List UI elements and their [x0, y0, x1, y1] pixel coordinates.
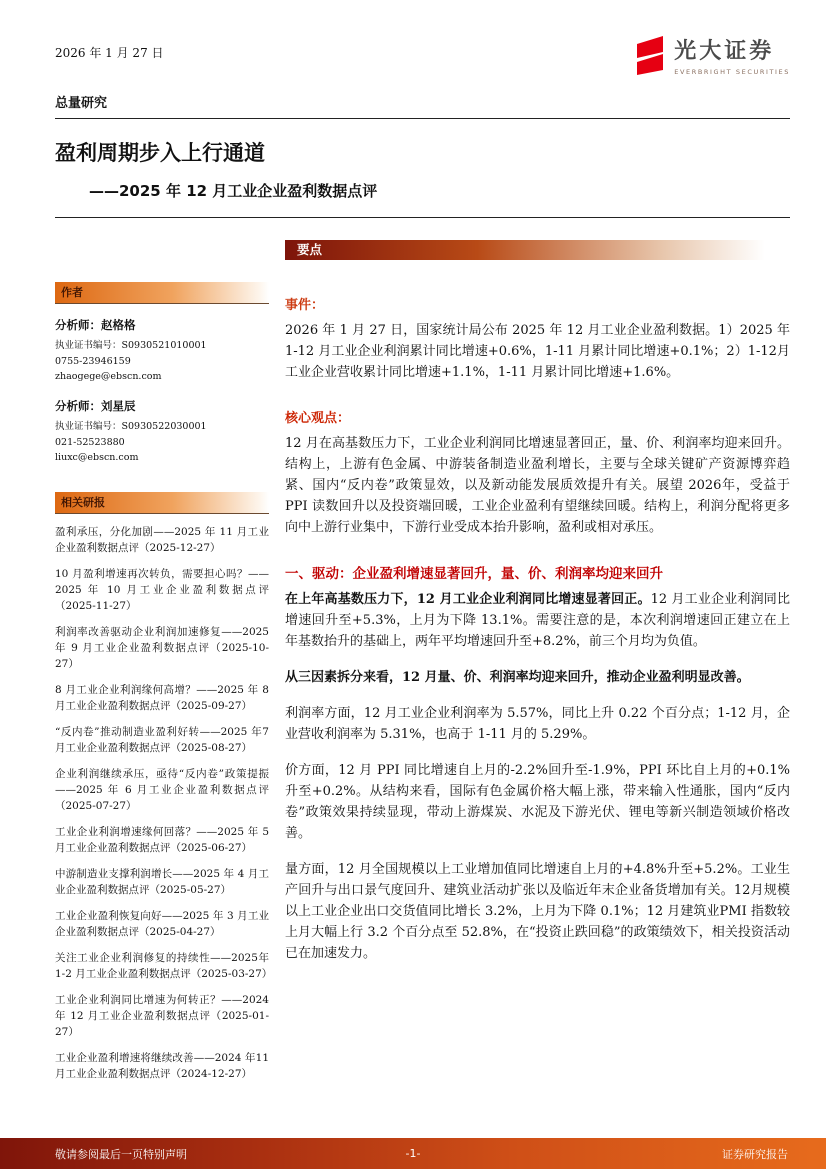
- related-report-item: 盈利承压，分化加剧——2025 年 11 月工业企业盈利数据点评（2025-12-27）: [55, 526, 269, 555]
- title-divider: [55, 217, 790, 218]
- analyst-email: liuxc@ebscn.com: [55, 452, 139, 464]
- related-reports-label: 相关研报: [55, 492, 269, 514]
- footer-report-type: 证券研究报告: [722, 1147, 788, 1161]
- related-report-item: 关注工业企业利润修复的持续性——2025年 1-2 月工业企业盈利数据点评（2025-03-27）: [55, 952, 273, 981]
- report-date: 2026 年 1 月 27 日: [55, 46, 164, 60]
- page-number: -1-: [405, 1147, 421, 1160]
- section-1-title: 一、驱动：企业盈利增速显著回升，量、价、利润率均迎来回升: [285, 566, 663, 582]
- analyst-name: 赵格格: [101, 318, 136, 332]
- report-title: 盈利周期步入上行通道: [55, 141, 265, 165]
- related-report-item: “反内卷”推动制造业盈利好转——2025 年7 月工业企业盈利数据点评（2025-08-27）: [55, 726, 269, 755]
- analyst-block: [55, 317, 269, 385]
- core-view-text: 12 月在高基数压力下，工业企业利润同比增速显著回正，量、价、利润率均迎来回升。结构上，上游有色金属、中游装备制造业盈利增长，主要与全球关键矿产资源博弈趋紧、国内“反内卷”政策显效，以及新动能发展质效提升有关。展望 2026年，受益于 PPI 读数回升以及投资端回暖，工业企业盈利有望继续回暖。结构上，利润分配将更多向中上游行业集中，下游行业受成本抬升影响，盈利或相对承压。: [285, 436, 790, 535]
- report-category: 总量研究: [55, 92, 790, 119]
- brand-name-en: EVERBRIGHT SECURITIES: [674, 68, 790, 76]
- analyst-cert: 执业证书编号：S0930521010001: [55, 340, 207, 351]
- paragraph-3: 利润率方面，12 月工业企业利润率为 5.57%，同比上升 0.22 个百分点；1-12 月，企业营收利润率为 5.31%，也高于 1-11 月的 5.29%。: [285, 706, 790, 742]
- related-report-item: 10 月盈利增速再次转负，需要担心吗？——2025 年 10 月工业企业盈利数据点评（2025-11-27）: [55, 568, 269, 613]
- main-content: [285, 240, 790, 1082]
- event-label: 事件：: [285, 298, 325, 313]
- paragraph-5: 量方面，12 月全国规模以上工业增加值同比增速自上月的+4.8%升至+5.2%。工业生产回升与出口景气度回升、建筑业活动扩张以及临近年末企业备货增加有关。12月规模以上工业企业出口交货值同比增长 3.2%，上月为下降 0.1%；12 月建筑业PMI 指数较上月大幅上行 3.2 个百分点至 52.8%，在“投资止跌回稳”的政策绩效下，相关投资活动已在加速发力。: [285, 862, 790, 961]
- page-footer: [0, 1138, 826, 1169]
- analyst-details: [55, 338, 269, 385]
- everbright-logo-icon: [635, 35, 665, 75]
- analyst-role: 分析师：: [55, 318, 101, 332]
- analyst-name: 刘星辰: [101, 399, 136, 414]
- related-report-item: 中游制造业支撑利润增长——2025 年 4 月工业企业盈利数据点评（2025-05-27）: [55, 868, 269, 897]
- related-report-item: 工业企业利润增速缘何回落？——2025 年 5月工业企业盈利数据点评（2025-06-27）: [55, 826, 269, 855]
- related-report-item: 工业企业盈利恢复向好——2025 年 3 月工业企业盈利数据点评（2025-04-27）: [55, 910, 269, 939]
- authors-label: 作者: [55, 282, 269, 304]
- related-report-item: 工业企业盈利增速将继续改善——2024 年11 月工业企业盈利数据点评（2024-12-27）: [55, 1052, 269, 1081]
- analyst-role: 分析师：: [55, 399, 101, 414]
- authors-section: [55, 282, 269, 466]
- analyst-details: [55, 419, 269, 466]
- report-subtitle: ——2025 年 12 月工业企业盈利数据点评: [89, 182, 378, 200]
- paragraph-1-lead: 在上年高基数压力下，12 月工业企业利润同比增速显著回正。: [285, 592, 651, 607]
- brand-name: 光大证券: [674, 39, 775, 64]
- core-view-label: 核心观点：: [285, 411, 351, 426]
- analyst-name-row: [55, 317, 269, 333]
- related-report-item: 企业利润继续承压，亟待“反内卷”政策提振——2025 年 6 月工业企业盈利数据点评（2025-07-27）: [55, 768, 269, 813]
- analyst-cert: 执业证书编号：S0930522030001: [55, 421, 207, 433]
- paragraph-1-rest: 12 月工业企业利润同比增速回升至+5.3%，上月为下降 13.1%。需要注意的是，本次利润增速回正建立在上年基数抬升的基础上，两年平均增速回升至+8.2%，前三个月均为负值。: [285, 592, 790, 649]
- sidebar: [55, 240, 273, 1082]
- highlights-header: 要点: [285, 240, 790, 260]
- page-header: [55, 34, 790, 76]
- analyst-email: zhaogege@ebscn.com: [55, 371, 162, 383]
- analyst-block: [55, 398, 269, 466]
- paragraph-4: 价方面，12 月 PPI 同比增速自上月的-2.2%回升至-1.9%，PPI 环比自上月的+0.1%升至+0.2%。从结构来看，国际有色金属价格大幅上涨，带来输入性通胀，国内“反内卷”政策效果持续显现，带动上游煤炭、水泥及下游光伏、锂电等新兴制造领域价格改善。: [285, 763, 790, 841]
- footer-disclaimer: 敬请参阅最后一页特别声明: [55, 1147, 187, 1161]
- related-reports-list: [55, 524, 273, 1082]
- paragraph-1: [285, 589, 790, 652]
- analyst-name-row: [55, 398, 269, 414]
- event-text: 2026 年 1 月 27 日，国家统计局公布 2025 年 12 月工业企业盈利数据。1）2025 年1-12 月工业企业利润累计同比增速+0.6%，1-11 月累计同比增速+0.1%；2）1-12月工业企业营收累计同比增速+1.1%，1-11 月累计同比增速+1.6%。: [285, 323, 790, 380]
- brand-logo: [635, 34, 790, 76]
- related-reports-section: [55, 492, 273, 1082]
- related-report-item: 8 月工业企业利润缘何高增？——2025 年 8月工业企业盈利数据点评（2025-09-27）: [55, 684, 269, 713]
- analyst-phone: 021-52523880: [55, 436, 125, 448]
- analyst-phone: 0755-23946159: [55, 355, 131, 367]
- paragraph-2: 从三因素拆分来看，12 月量、价、利润率均迎来回升，推动企业盈利明显改善。: [285, 670, 750, 685]
- related-report-item: 利润率改善驱动企业利润加速修复——2025年 9 月工业企业盈利数据点评（2025-10-27）: [55, 626, 269, 671]
- related-report-item: 工业企业利润同比增速为何转正？——2024年 12 月工业企业盈利数据点评（2025-01-27）: [55, 994, 269, 1039]
